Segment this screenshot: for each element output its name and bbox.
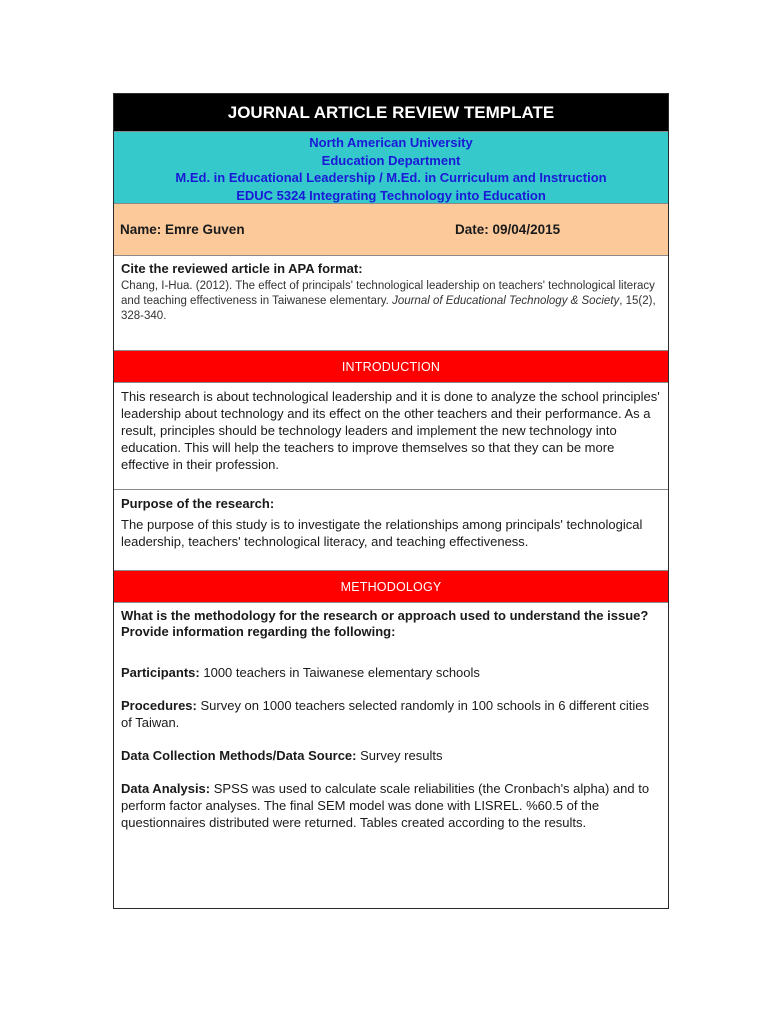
program-name: M.Ed. in Educational Leadership / M.Ed. in Curriculum and Instruction bbox=[175, 170, 607, 185]
methodology-question: What is the methodology for the research or approach used to understand the issue? Provide information regarding the following: bbox=[121, 608, 649, 639]
citation-journal: Journal of Educational Technology & Society bbox=[392, 295, 620, 307]
student-info bbox=[114, 204, 668, 256]
participants-label: Participants: bbox=[121, 665, 200, 680]
participants-item bbox=[121, 664, 661, 681]
data-analysis-label: Data Analysis: bbox=[121, 781, 211, 796]
citation-text-before: Chang, I-Hua. (2012). The effect of principals' technological leadership on teachers' technological literacy and teaching effectiveness in Taiwanese elementary. bbox=[121, 280, 655, 307]
procedures-item bbox=[121, 697, 661, 731]
citation-section bbox=[114, 256, 668, 351]
purpose-text: The purpose of this study is to investigate the relationships among principals' technological leadership, teachers' technological literacy, and teaching effectiveness. bbox=[121, 517, 643, 549]
citation-heading: Cite the reviewed article in APA format: bbox=[121, 261, 363, 276]
citation-text bbox=[121, 279, 661, 324]
data-collection-item bbox=[121, 747, 661, 764]
data-analysis-item bbox=[121, 780, 661, 831]
university-name: North American University bbox=[309, 135, 473, 150]
purpose-heading: Purpose of the research: bbox=[121, 496, 275, 511]
institution-header bbox=[114, 132, 668, 204]
procedures-value: Survey on 1000 teachers selected randomly in 100 schools in 6 different cities of Taiwan. bbox=[121, 698, 650, 730]
course-name: EDUC 5324 Integrating Technology into Education bbox=[236, 187, 546, 203]
data-collection-value: Survey results bbox=[356, 748, 443, 763]
purpose-section bbox=[114, 490, 668, 571]
methodology-heading: METHODOLOGY bbox=[114, 571, 668, 603]
date-label: Date: bbox=[455, 222, 489, 237]
data-collection-label: Data Collection Methods/Data Source: bbox=[121, 748, 357, 763]
department-name: Education Department bbox=[321, 152, 461, 168]
methodology-section bbox=[114, 603, 668, 908]
student-name bbox=[120, 222, 245, 237]
introduction-heading: INTRODUCTION bbox=[114, 351, 668, 383]
name-value: Emre Guven bbox=[165, 222, 245, 237]
procedures-label: Procedures: bbox=[121, 698, 197, 713]
date-value: 09/04/2015 bbox=[492, 222, 561, 237]
data-analysis-value: SPSS was used to calculate scale reliabilities (the Cronbach's alpha) and to perform factor analyses. The final SEM model was done with LISREL. %60.5 of the questionnaires distributed were returned. Tables created according to the results. bbox=[121, 781, 650, 830]
participants-value: 1000 teachers in Taiwanese elementary schools bbox=[199, 665, 480, 680]
introduction-text: This research is about technological leadership and it is done to analyze the school principles' leadership about technology and its effect on the other teachers and their performance. As a result, principles should be technology leaders and implement the new technology into education. This will help the teachers to improve themselves so that they can be more effective in their profession. bbox=[114, 383, 668, 490]
template-title: JOURNAL ARTICLE REVIEW TEMPLATE bbox=[114, 94, 668, 132]
review-date bbox=[455, 222, 560, 237]
name-label: Name: bbox=[120, 222, 162, 237]
citation-text-after: , 15(2), 328-340. bbox=[121, 295, 656, 322]
review-template bbox=[113, 93, 669, 909]
